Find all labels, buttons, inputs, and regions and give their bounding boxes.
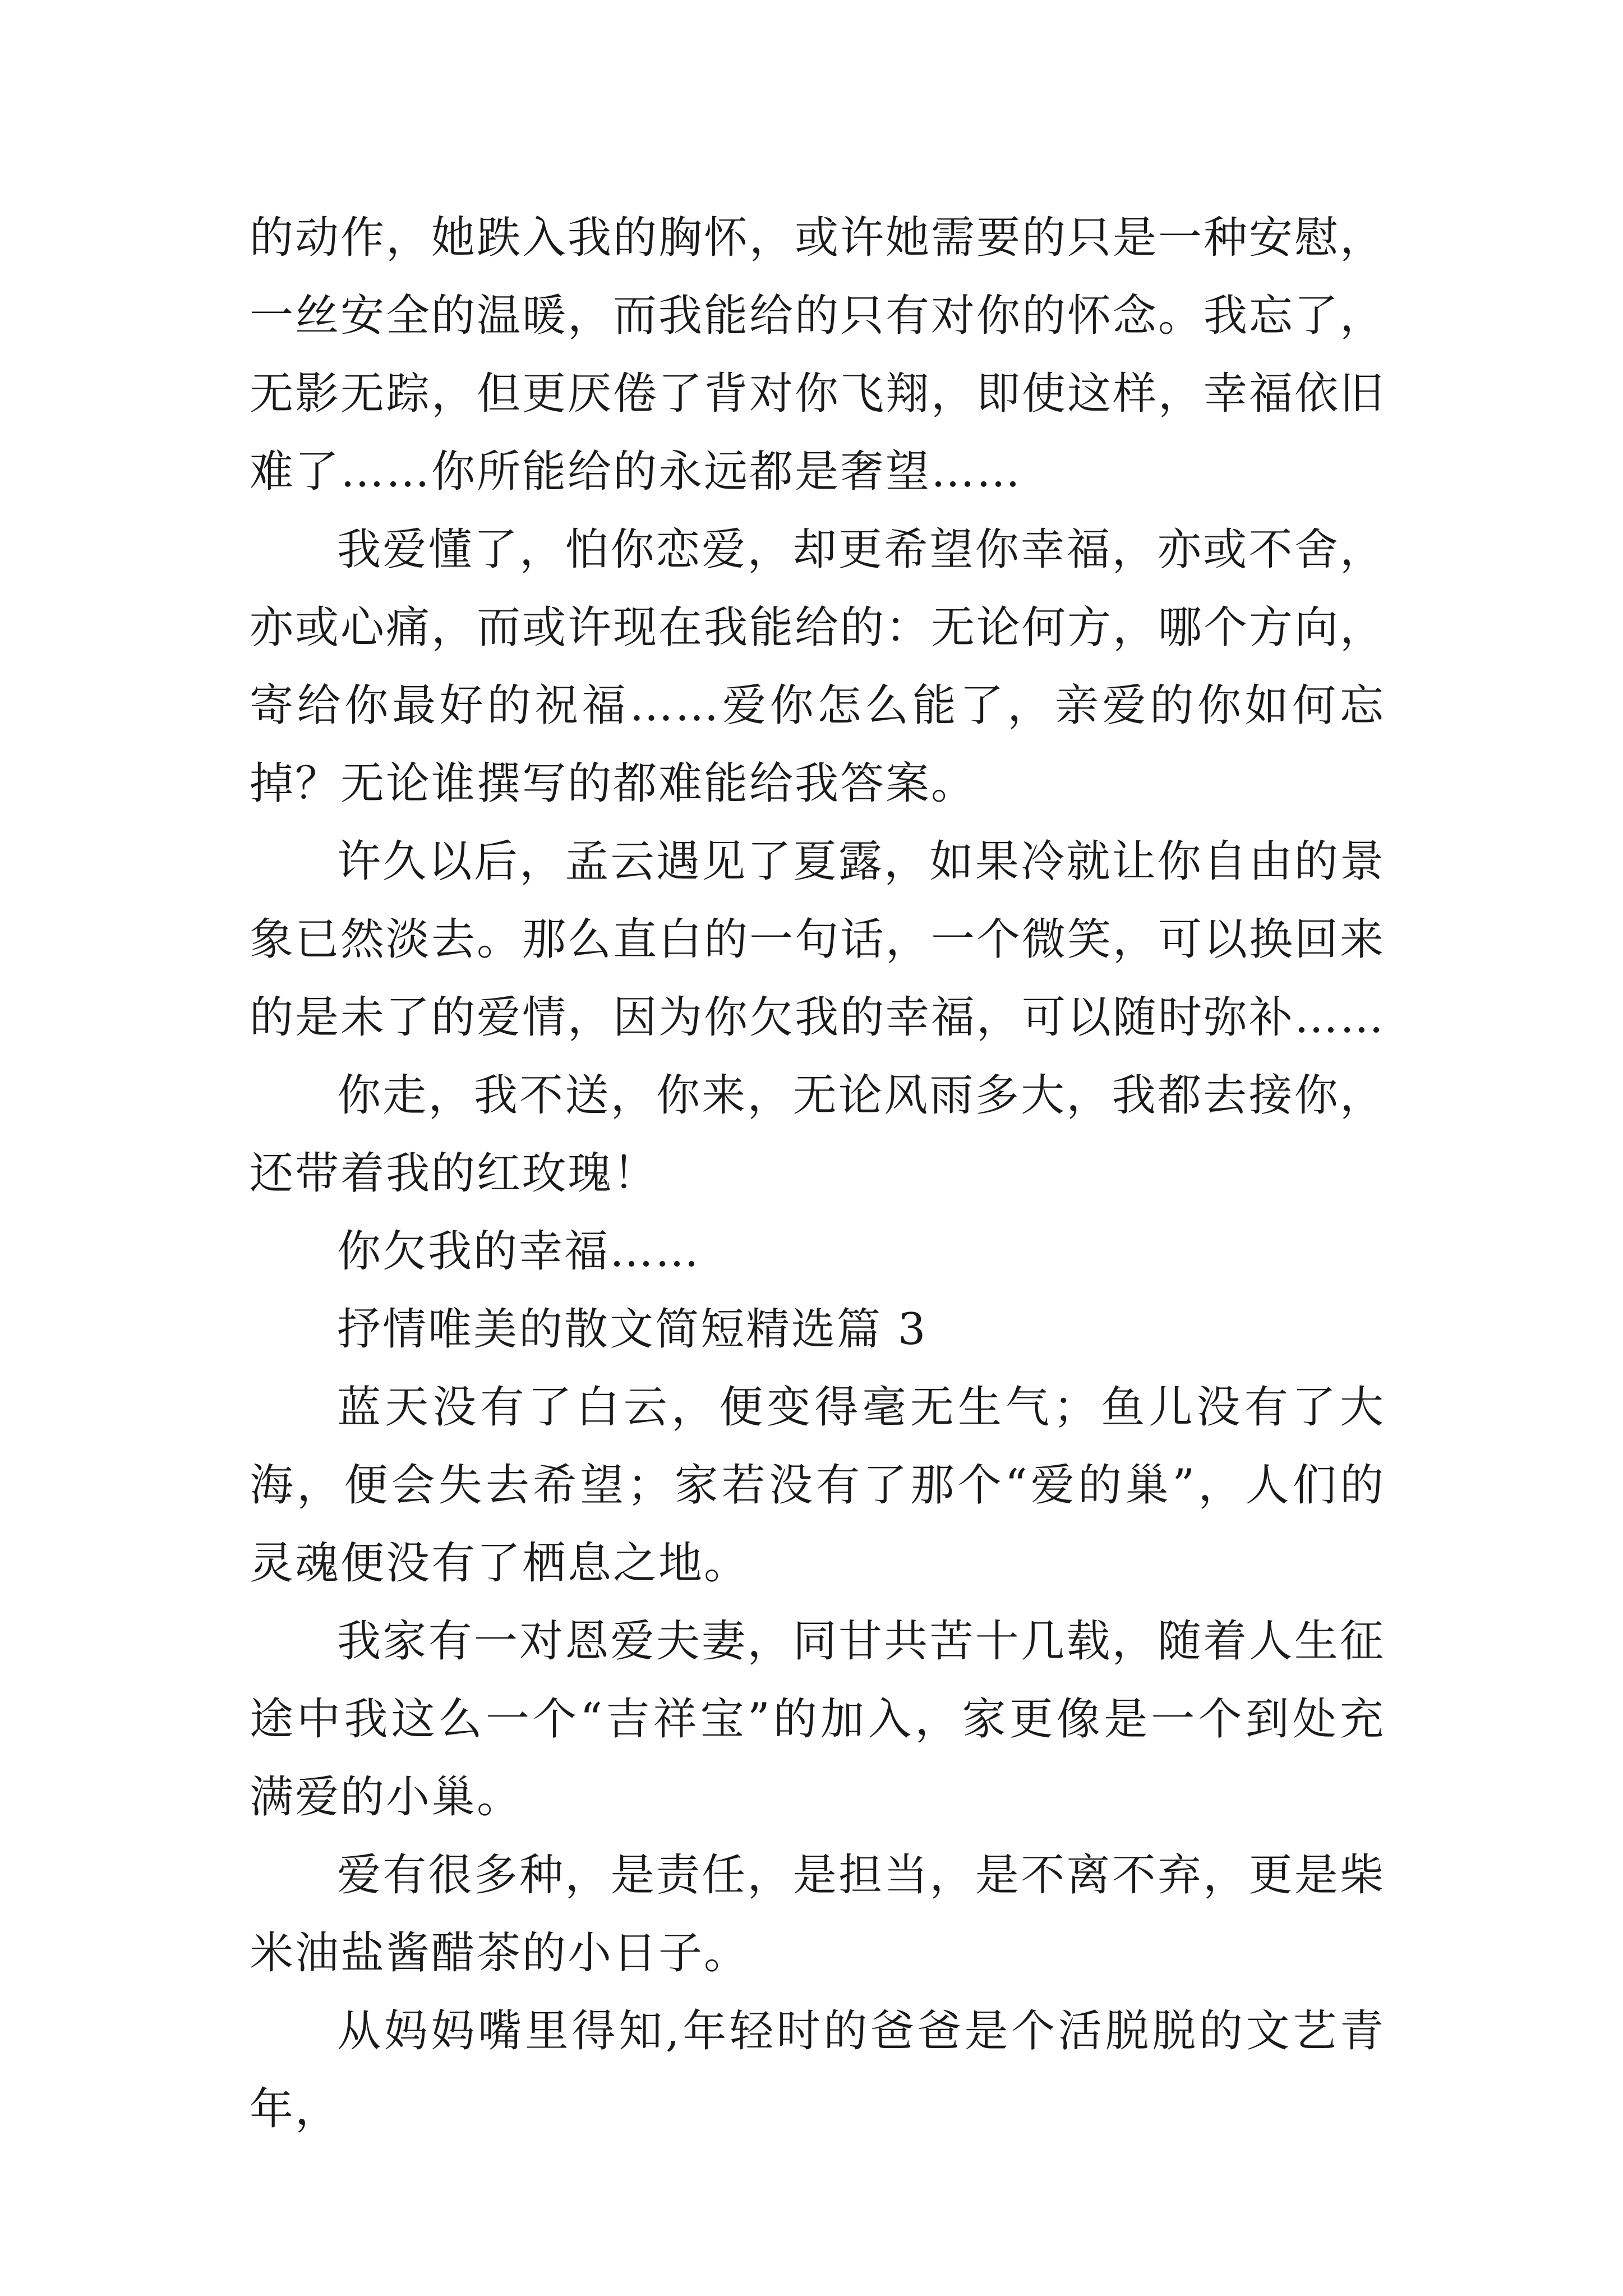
document-body <box>250 199 1385 2148</box>
section-heading: 抒情唯美的散文简短精选篇 3 <box>337 1304 928 1355</box>
paragraph-1: 的动作，她跌入我的胸怀，或许她需要的只是一种安慰，一丝安全的温暖，而我能给的只有对你的怀念。我忘了，无影无踪，但更厌倦了背对你飞翔，即使这样，幸福依旧难了……你所能给的永远都是奢望…… <box>250 213 1386 497</box>
paragraph-8: 爱有很多种，是责任，是担当，是不离不弃，更是柴米油盐酱醋茶的小日子。 <box>250 1850 1385 1978</box>
paragraph-6: 蓝天没有了白云，便变得毫无生气；鱼儿没有了大海，便会失去希望；家若没有了那个“爱的巢”，人们的灵魂便没有了栖息之地。 <box>250 1382 1385 1589</box>
paragraph-5: 你欠我的幸福…… <box>337 1226 701 1277</box>
paragraph-7: 我家有一对恩爱夫妻，同甘共苦十几载，随着人生征途中我这么一个“吉祥宝”的加入，家更像是一个到处充满爱的小巢。 <box>250 1616 1385 1823</box>
paragraph-2: 我爱懂了，怕你恋爱，却更希望你幸福，亦或不舍，亦或心痛，而或许现在我能给的：无论何方，哪个方向，寄给你最好的祝福……爱你怎么能了，亲爱的你如何忘掉？无论谁撰写的都难能给我答案。 <box>250 524 1386 809</box>
paragraph-9: 从妈妈嘴里得知,年轻时的爸爸是个活脱脱的文艺青年， <box>250 2006 1385 2134</box>
paragraph-3: 许久以后，孟云遇见了夏露，如果冷就让你自由的景象已然淡去。那么直白的一句话，一个微笑，可以换回来的是未了的爱情，因为你欠我的幸福，可以随时弥补…… <box>250 836 1386 1043</box>
paragraph-4: 你走，我不送，你来，无论风雨多大，我都去接你，还带着我的红玫瑰！ <box>250 1070 1385 1199</box>
